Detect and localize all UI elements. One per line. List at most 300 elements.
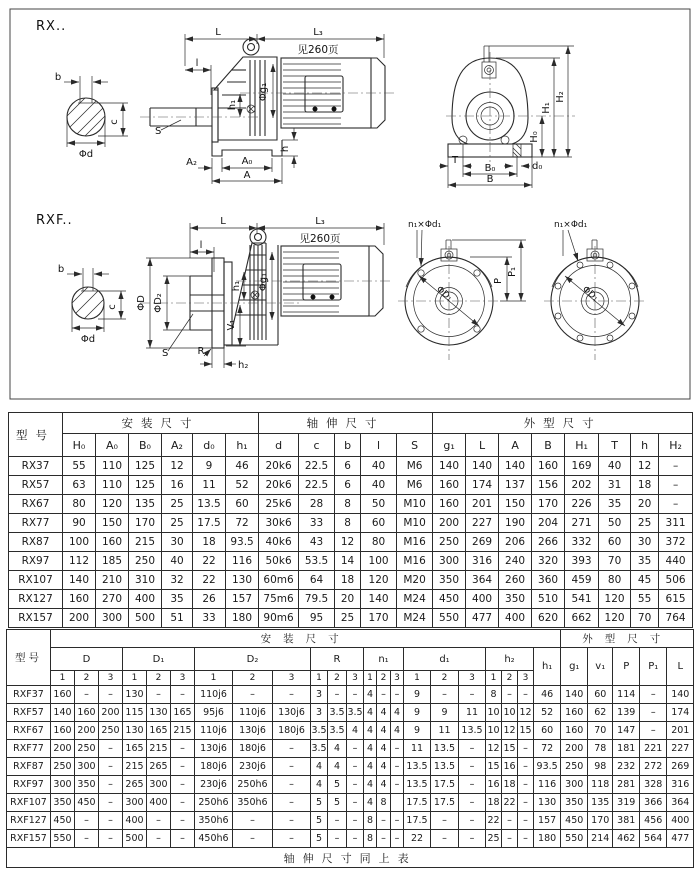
rx-dimension-table	[8, 412, 693, 628]
dim-label-rxf-P1: P₁	[507, 266, 518, 278]
value-cell: 459	[565, 571, 599, 590]
group-header: 外型尺寸	[433, 413, 693, 434]
col-header: H₁	[565, 434, 599, 457]
value-cell: –	[99, 812, 123, 830]
dim-label-rxf-c: c	[107, 304, 118, 310]
value-cell: –	[391, 812, 404, 830]
col-header: l	[361, 434, 397, 457]
value-cell: 40k6	[259, 533, 299, 552]
value-cell: 13.5	[193, 495, 226, 514]
sub-col-header: 2	[147, 671, 171, 686]
value-cell: 43	[299, 533, 335, 552]
value-cell: 32	[162, 571, 193, 590]
value-cell: 364	[466, 571, 499, 590]
value-cell: 250	[75, 740, 99, 758]
value-cell: 25	[162, 514, 193, 533]
value-cell: 450	[561, 812, 588, 830]
value-cell: 190	[499, 514, 532, 533]
value-cell: M24	[397, 590, 433, 609]
value-cell: 226	[565, 495, 599, 514]
col-header: b	[335, 434, 361, 457]
value-cell: 16	[486, 776, 502, 794]
value-cell: –	[147, 830, 171, 848]
col-header: D₂	[195, 648, 311, 671]
drawing-panel	[0, 0, 700, 408]
value-cell: 260	[499, 571, 532, 590]
value-cell: –	[273, 776, 311, 794]
value-cell: –	[640, 704, 667, 722]
value-cell: 180	[534, 830, 561, 848]
value-cell: 22	[193, 571, 226, 590]
col-header: P₁	[640, 648, 667, 686]
value-cell: 3	[311, 704, 328, 722]
value-cell: 5	[311, 812, 328, 830]
value-cell: 300	[51, 776, 75, 794]
value-cell: –	[502, 830, 518, 848]
value-cell: –	[171, 776, 195, 794]
value-cell: 11	[404, 740, 431, 758]
value-cell: 3.5	[347, 704, 364, 722]
sub-col-header: 2	[233, 671, 273, 686]
value-cell: 350	[51, 794, 75, 812]
value-cell: 12	[518, 704, 534, 722]
value-cell: 140	[51, 704, 75, 722]
value-cell: 147	[613, 722, 640, 740]
value-cell: 140	[361, 590, 397, 609]
value-cell: 550	[433, 609, 466, 628]
value-cell: –	[391, 830, 404, 848]
value-cell: 3.5	[328, 722, 347, 740]
value-cell: 14	[335, 552, 361, 571]
value-cell: 400	[123, 812, 147, 830]
col-header: h₁	[226, 434, 259, 457]
value-cell: –	[391, 686, 404, 704]
value-cell: 40	[599, 457, 631, 476]
value-cell: 35	[599, 495, 631, 514]
col-header: T	[599, 434, 631, 457]
col-header: d₀	[193, 434, 226, 457]
value-cell: 169	[565, 457, 599, 476]
value-cell: 30k6	[259, 514, 299, 533]
col-header: L	[466, 434, 499, 457]
value-cell: 13.5	[431, 758, 459, 776]
table-row	[9, 514, 693, 533]
value-cell: 120	[599, 609, 631, 628]
value-cell: 120	[361, 571, 397, 590]
col-header: D₁	[123, 648, 195, 671]
value-cell: 15	[502, 740, 518, 758]
header-row	[7, 648, 694, 671]
sub-col-header: 2	[377, 671, 391, 686]
value-cell: –	[347, 686, 364, 704]
value-cell: 450h6	[195, 830, 233, 848]
value-cell: –	[347, 830, 364, 848]
value-cell: 319	[613, 794, 640, 812]
value-cell: 185	[96, 552, 129, 571]
sub-col-header: 2	[328, 671, 347, 686]
col-header: B₀	[129, 434, 162, 457]
value-cell	[391, 794, 404, 812]
value-cell: 4	[377, 740, 391, 758]
col-header: A	[499, 434, 532, 457]
dim-label-rxf-phid: Φd	[80, 334, 96, 345]
value-cell: 4	[364, 722, 377, 740]
dim-label-rx-H2: H₂	[555, 91, 566, 103]
dim-label-rx-phig1: Φg₁	[258, 82, 269, 102]
value-cell: 328	[640, 776, 667, 794]
value-cell: 12	[631, 457, 659, 476]
value-cell: 9	[431, 704, 459, 722]
value-cell: 764	[659, 609, 693, 628]
value-cell: 52	[226, 476, 259, 495]
dim-label-rx-A2: A₂	[186, 157, 197, 168]
value-cell: –	[171, 740, 195, 758]
value-cell: –	[99, 776, 123, 794]
value-cell: –	[640, 722, 667, 740]
table-row	[7, 776, 694, 794]
value-cell: 266	[532, 533, 565, 552]
value-cell: 160	[75, 704, 99, 722]
value-cell: 4	[364, 740, 377, 758]
value-cell: 25	[162, 495, 193, 514]
dim-label-rx-A0: A₀	[241, 156, 253, 167]
dim-label-rxf-n1d1-left: n₁×Φd₁	[408, 220, 442, 230]
value-cell: 250	[51, 758, 75, 776]
value-cell: –	[518, 758, 534, 776]
value-cell: –	[347, 758, 364, 776]
value-cell: 160	[561, 704, 588, 722]
value-cell: –	[391, 740, 404, 758]
value-cell: 116	[534, 776, 561, 794]
rxf-model-label: RXF..	[36, 213, 73, 228]
model-header: 型号	[9, 413, 63, 457]
value-cell: –	[347, 740, 364, 758]
header-row	[9, 434, 693, 457]
value-cell: 506	[659, 571, 693, 590]
value-cell: 4	[311, 776, 328, 794]
value-cell: 110	[96, 457, 129, 476]
sub-col-header: 2	[431, 671, 459, 686]
value-cell: 400	[466, 590, 499, 609]
group-header: 轴伸尺寸	[259, 413, 433, 434]
table-row	[9, 533, 693, 552]
value-cell: –	[459, 812, 486, 830]
value-cell: 70	[599, 552, 631, 571]
value-cell: 18	[502, 776, 518, 794]
value-cell: 316	[466, 552, 499, 571]
value-cell: 300	[75, 758, 99, 776]
value-cell: 95j6	[195, 704, 233, 722]
dim-label-rxf-phiD2: ΦD₂	[153, 293, 164, 313]
dim-label-rx-l: l	[195, 58, 199, 69]
value-cell: –	[99, 758, 123, 776]
value-cell: 80	[63, 495, 96, 514]
value-cell: 140	[667, 686, 694, 704]
value-cell: 100	[361, 552, 397, 571]
value-cell: 215	[147, 740, 171, 758]
value-cell: 230j6	[233, 758, 273, 776]
value-cell: 350	[75, 776, 99, 794]
group-header: 外型尺寸	[561, 630, 694, 648]
col-header: B	[532, 434, 565, 457]
value-cell: –	[75, 812, 99, 830]
value-cell: 165	[171, 704, 195, 722]
sub-col-header: 1	[51, 671, 75, 686]
value-cell: 206	[499, 533, 532, 552]
value-cell: 180j6	[273, 722, 311, 740]
table-row	[7, 740, 694, 758]
value-cell: 450	[433, 590, 466, 609]
value-cell: 35	[631, 552, 659, 571]
dim-label-rx-H0: H₀	[529, 131, 540, 143]
value-cell: 215	[171, 722, 195, 740]
value-cell: 272	[640, 758, 667, 776]
dim-label-rx-h1: h₁	[227, 99, 238, 111]
value-cell: 4	[391, 722, 404, 740]
value-cell: 130	[147, 704, 171, 722]
sub-col-header: 1	[404, 671, 431, 686]
dim-label-rxf-n1d1-right: n₁×Φd₁	[554, 220, 588, 230]
value-cell: 17.5	[431, 794, 459, 812]
value-cell: 6	[335, 457, 361, 476]
model-header: 型号	[7, 630, 51, 686]
value-cell: 62	[588, 704, 613, 722]
value-cell: –	[459, 740, 486, 758]
value-cell: 79.5	[299, 590, 335, 609]
value-cell: M24	[397, 609, 433, 628]
value-cell: –	[431, 812, 459, 830]
value-cell: 227	[667, 740, 694, 758]
value-cell: 350	[499, 590, 532, 609]
dim-label-rx-B0: B₀	[484, 163, 496, 174]
value-cell: –	[518, 794, 534, 812]
value-cell: 6	[335, 476, 361, 495]
value-cell: 22	[486, 812, 502, 830]
value-cell: 17.5	[404, 812, 431, 830]
value-cell: 10	[486, 722, 502, 740]
dim-label-rxf-P: P	[493, 277, 504, 285]
value-cell: –	[502, 812, 518, 830]
sub-col-header: 3	[459, 671, 486, 686]
value-cell: 50	[599, 514, 631, 533]
value-cell: 150	[96, 514, 129, 533]
value-cell: 140	[561, 686, 588, 704]
value-cell: –	[518, 686, 534, 704]
value-cell: 135	[588, 794, 613, 812]
value-cell: 170	[361, 609, 397, 628]
value-cell: 30	[162, 533, 193, 552]
value-cell: –	[273, 794, 311, 812]
value-cell: –	[377, 830, 391, 848]
value-cell: –	[659, 495, 693, 514]
model-cell: RX37	[9, 457, 63, 476]
value-cell: 180j6	[195, 758, 233, 776]
model-cell: RX97	[9, 552, 63, 571]
value-cell: 269	[667, 758, 694, 776]
value-cell: –	[328, 812, 347, 830]
dim-label-rxf-L3: L₃	[315, 216, 325, 227]
value-cell: 477	[667, 830, 694, 848]
value-cell: 8	[377, 794, 391, 812]
value-cell: 360	[532, 571, 565, 590]
value-cell: 130	[123, 686, 147, 704]
rxf-side-view	[136, 216, 393, 371]
rxf-dimension-table-wrap	[6, 629, 694, 868]
value-cell: 271	[565, 514, 599, 533]
table-row	[9, 590, 693, 609]
value-cell: 60m6	[259, 571, 299, 590]
dim-label-rxf-b: b	[57, 264, 65, 275]
table-row	[7, 758, 694, 776]
table-row	[7, 704, 694, 722]
value-cell: 130j6	[233, 722, 273, 740]
value-cell: 15	[486, 758, 502, 776]
value-cell: –	[171, 794, 195, 812]
value-cell: 60	[534, 722, 561, 740]
col-header: g₁	[433, 434, 466, 457]
value-cell: 300	[123, 794, 147, 812]
value-cell: 150	[499, 495, 532, 514]
sub-col-header: 1	[195, 671, 233, 686]
value-cell: 4	[364, 794, 377, 812]
sub-col-header: 3	[347, 671, 364, 686]
value-cell: 300	[96, 609, 129, 628]
value-cell: –	[273, 830, 311, 848]
value-cell: 18	[631, 476, 659, 495]
value-cell: 564	[640, 830, 667, 848]
value-cell: 400	[147, 794, 171, 812]
value-cell: 265	[123, 776, 147, 794]
header-row	[9, 413, 693, 434]
value-cell: 227	[466, 514, 499, 533]
rx-dimension-table-wrap	[8, 412, 692, 628]
col-header: S	[397, 434, 433, 457]
value-cell: 8	[486, 686, 502, 704]
value-cell: 156	[532, 476, 565, 495]
value-cell: –	[459, 686, 486, 704]
value-cell: –	[347, 812, 364, 830]
col-header: H₀	[63, 434, 96, 457]
value-cell: –	[659, 457, 693, 476]
model-cell: RX77	[9, 514, 63, 533]
value-cell: 20k6	[259, 476, 299, 495]
value-cell: 110j6	[233, 704, 273, 722]
table-row	[7, 794, 694, 812]
value-cell: 160	[433, 476, 466, 495]
model-cell: RX107	[9, 571, 63, 590]
col-header: A₂	[162, 434, 193, 457]
value-cell: 400	[499, 609, 532, 628]
value-cell: 135	[129, 495, 162, 514]
model-cell: RXF37	[7, 686, 51, 704]
value-cell: –	[99, 686, 123, 704]
value-cell: 17.5	[404, 794, 431, 812]
value-cell: 30	[631, 533, 659, 552]
value-cell: 3	[311, 686, 328, 704]
col-header: d	[259, 434, 299, 457]
col-header: A₀	[96, 434, 129, 457]
group-header: 安装尺寸	[51, 630, 561, 648]
value-cell: 180j6	[233, 740, 273, 758]
value-cell: 204	[532, 514, 565, 533]
table-row	[9, 609, 693, 628]
value-cell: –	[518, 776, 534, 794]
value-cell: –	[273, 686, 311, 704]
value-cell: 5	[311, 794, 328, 812]
value-cell: –	[99, 794, 123, 812]
value-cell: 125	[129, 457, 162, 476]
value-cell: 250	[129, 552, 162, 571]
value-cell: 120	[96, 495, 129, 514]
value-cell: 174	[466, 476, 499, 495]
value-cell: 130	[123, 722, 147, 740]
footer-note: 轴伸尺寸同上表	[7, 848, 694, 868]
value-cell: 118	[588, 776, 613, 794]
value-cell: 130j6	[195, 740, 233, 758]
value-cell: 115	[123, 704, 147, 722]
value-cell: 140	[466, 457, 499, 476]
dim-label-rxf-phig1: Φg₁	[258, 272, 269, 292]
dim-label-rx-d0: d₀	[532, 161, 543, 172]
rxf-shaft-section	[58, 264, 126, 345]
sub-col-header: 1	[311, 671, 328, 686]
col-header: D	[51, 648, 123, 671]
col-header: g₁	[561, 648, 588, 686]
value-cell: 70	[588, 722, 613, 740]
value-cell: 160	[51, 686, 75, 704]
value-cell: 250	[561, 758, 588, 776]
value-cell: 40	[361, 476, 397, 495]
value-cell: 28	[299, 495, 335, 514]
value-cell: 250h6	[195, 794, 233, 812]
value-cell: 400	[667, 812, 694, 830]
rx-center-mark	[247, 105, 255, 113]
value-cell: 202	[565, 476, 599, 495]
value-cell: 269	[466, 533, 499, 552]
dim-label-rx-L: L	[215, 27, 221, 38]
value-cell: 9	[193, 457, 226, 476]
value-cell: 95	[299, 609, 335, 628]
value-cell: 33	[299, 514, 335, 533]
value-cell: 20	[631, 495, 659, 514]
col-header: H₂	[659, 434, 693, 457]
value-cell: –	[459, 758, 486, 776]
table-row	[7, 686, 694, 704]
value-cell: 510	[532, 590, 565, 609]
value-cell: 9	[404, 704, 431, 722]
value-cell: 53.5	[299, 552, 335, 571]
model-cell: RX87	[9, 533, 63, 552]
value-cell: 110j6	[195, 722, 233, 740]
value-cell: 112	[63, 552, 96, 571]
value-cell: –	[171, 758, 195, 776]
value-cell: –	[273, 812, 311, 830]
sub-col-header: 3	[273, 671, 311, 686]
value-cell: 16	[502, 758, 518, 776]
rxf-see-page-note: 见260页	[299, 233, 341, 245]
dim-label-rx-L3: L₃	[313, 27, 323, 38]
value-cell: 201	[667, 722, 694, 740]
value-cell: 3.5	[328, 704, 347, 722]
value-cell: 90m6	[259, 609, 299, 628]
model-cell: RX127	[9, 590, 63, 609]
value-cell: 160	[96, 533, 129, 552]
value-cell: –	[233, 686, 273, 704]
col-header: P	[613, 648, 640, 686]
value-cell: 450	[75, 794, 99, 812]
dim-label-rx-h: h	[280, 145, 291, 153]
value-cell: 25	[631, 514, 659, 533]
